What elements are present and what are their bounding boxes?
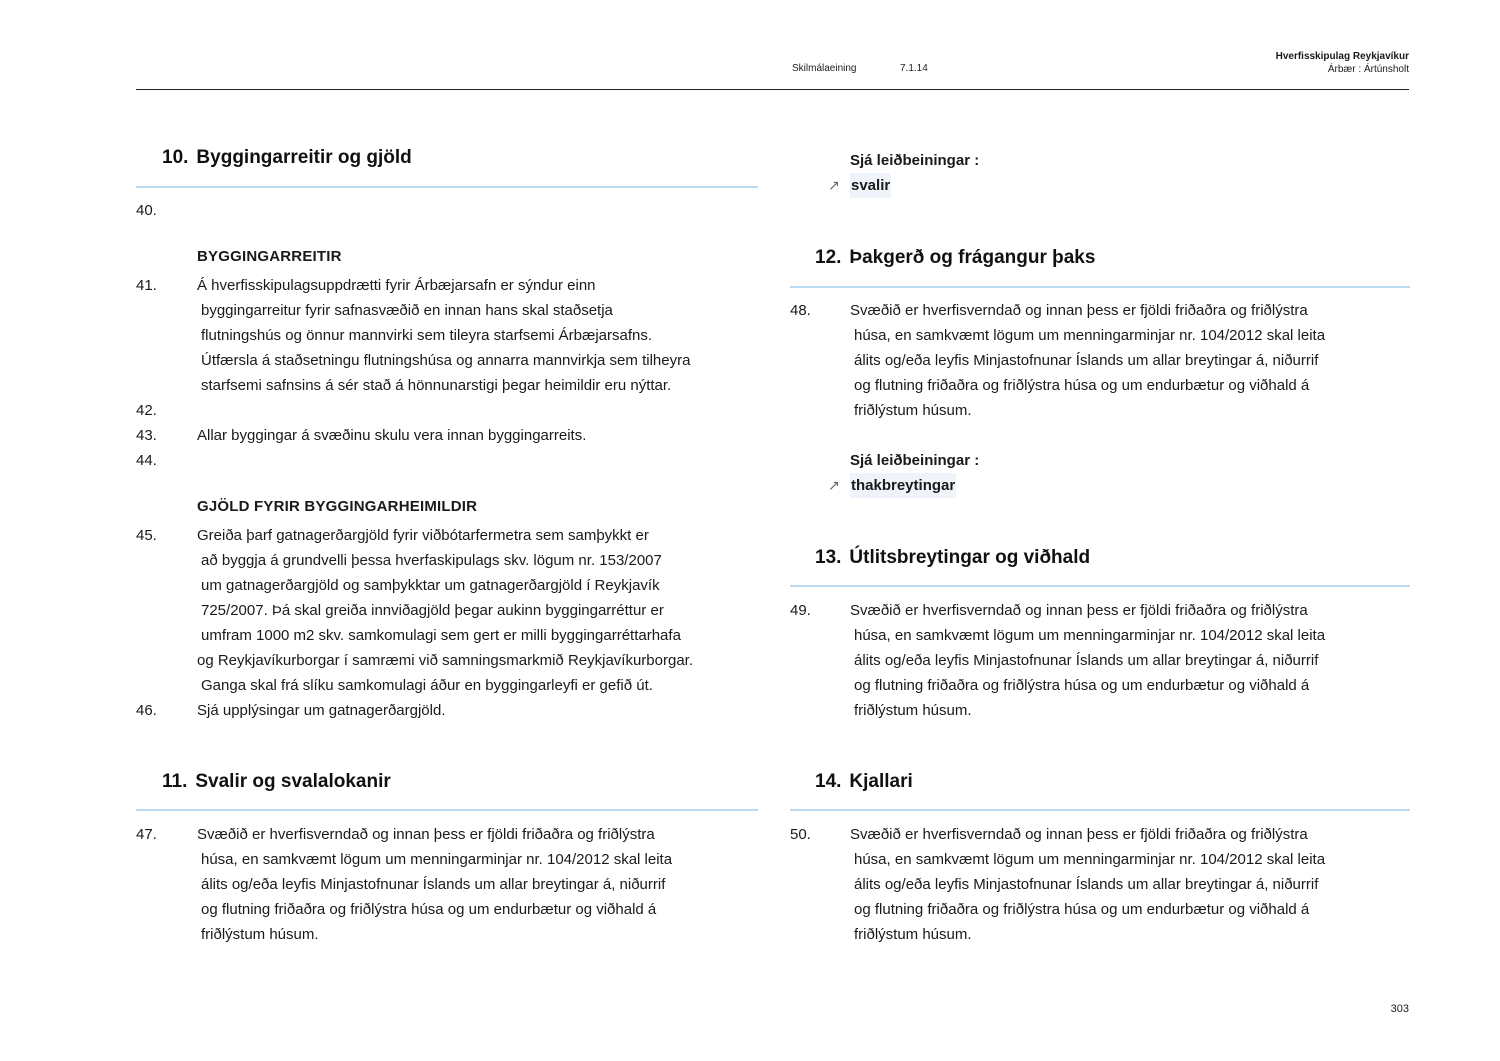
guidance-svalir xyxy=(828,148,980,198)
text-line: flutningshús og önnur mannvirki sem tileyra starfsemi Árbæjarsafns. xyxy=(201,327,653,344)
header-plan-info xyxy=(1276,50,1409,76)
section-title: Þakgerð og frágangur þaks xyxy=(849,247,1096,268)
paragraph-text xyxy=(197,273,690,398)
section-10-heading xyxy=(162,147,412,169)
header-section-code: 7.1.14 xyxy=(900,63,928,74)
section-title: Byggingarreitir og gjöld xyxy=(196,147,412,168)
header-divider xyxy=(136,89,1409,90)
paragraph-text xyxy=(850,822,1325,947)
paragraph-text xyxy=(197,523,693,698)
paragraph-number: 47. xyxy=(136,826,157,843)
guidance-label: Sjá leiðbeiningar : xyxy=(850,152,980,169)
text-line: starfsemi safnsins á sér stað á hönnunarstigi þegar heimildir eru nýttar. xyxy=(201,377,672,394)
text-line: Sjá upplýsingar um gatnagerðargjöld. xyxy=(197,702,446,719)
text-line: 725/2007. Þá skal greiða innviðagjöld þegar aukinn byggingarréttur er xyxy=(201,602,664,619)
text-line: Svæðið er hverfisverndað og innan þess er fjöldi friðaðra og friðlýstra xyxy=(850,602,1308,619)
header-plan-area: Árbær : Ártúnsholt xyxy=(1327,64,1409,75)
section-title: Svalir og svalalokanir xyxy=(195,771,391,792)
text-line: húsa, en samkvæmt lögum um menningarminjar nr. 104/2012 skal leita xyxy=(854,327,1326,344)
subheading-gjold: GJÖLD FYRIR BYGGINGARHEIMILDIR xyxy=(197,498,478,515)
section-14-heading xyxy=(815,771,913,793)
text-line: um gatnagerðargjöld og samþykktar um gatnagerðargjöld í Reykjavík xyxy=(201,577,660,594)
section-number: 12. xyxy=(815,247,842,268)
paragraph-number: 41. xyxy=(136,277,157,294)
external-link-icon: ↗ xyxy=(828,177,840,193)
text-line: friðlýstum húsum. xyxy=(854,402,972,419)
paragraph-number: 50. xyxy=(790,826,811,843)
section-title: Útlitsbreytingar og viðhald xyxy=(849,547,1091,568)
paragraph-text xyxy=(197,822,672,947)
text-line: friðlýstum húsum. xyxy=(201,926,319,943)
section-number: 14. xyxy=(815,771,842,792)
text-line: Allar byggingar á svæðinu skulu vera innan byggingarreits. xyxy=(197,427,587,444)
text-line: húsa, en samkvæmt lögum um menningarminjar nr. 104/2012 skal leita xyxy=(201,851,673,868)
text-line: og flutning friðaðra og friðlýstra húsa og um endurbætur og viðhald á xyxy=(201,901,657,918)
text-line: og flutning friðaðra og friðlýstra húsa og um endurbætur og viðhald á xyxy=(854,901,1310,918)
text-line: að byggja á grundvelli þessa hverfaskipulags skv. lögum nr. 153/2007 xyxy=(201,552,662,569)
text-line: álits og/eða leyfis Minjastofnunar Íslands um allar breytingar á, niðurrif xyxy=(201,876,666,893)
paragraph-number: 40. xyxy=(136,202,157,219)
section-divider xyxy=(790,585,1410,587)
guidance-link-thakbreytingar[interactable]: thakbreytingar xyxy=(850,473,956,498)
text-line: umfram 1000 m2 skv. samkomulagi sem gert er milli byggingarréttarhafa xyxy=(201,627,681,644)
text-line: álits og/eða leyfis Minjastofnunar Íslands um allar breytingar á, niðurrif xyxy=(854,876,1319,893)
header-plan-title: Hverfisskipulag Reykjavíkur xyxy=(1275,51,1409,62)
guidance-thakbreytingar xyxy=(828,448,980,498)
text-line: og flutning friðaðra og friðlýstra húsa og um endurbætur og viðhald á xyxy=(854,677,1310,694)
text-line: álits og/eða leyfis Minjastofnunar Íslands um allar breytingar á, niðurrif xyxy=(854,652,1319,669)
section-11-heading xyxy=(162,771,391,793)
paragraph-number: 42. xyxy=(136,402,157,419)
text-line: húsa, en samkvæmt lögum um menningarminjar nr. 104/2012 skal leita xyxy=(854,627,1326,644)
text-line: Greiða þarf gatnagerðargjöld fyrir viðbótarfermetra sem samþykkt er xyxy=(197,527,649,544)
page-number: 303 xyxy=(1390,1003,1409,1015)
text-line: Svæðið er hverfisverndað og innan þess er fjöldi friðaðra og friðlýstra xyxy=(197,826,655,843)
section-divider xyxy=(790,286,1410,288)
section-divider xyxy=(136,809,758,811)
paragraph-number: 49. xyxy=(790,602,811,619)
section-divider xyxy=(790,809,1410,811)
text-line: álits og/eða leyfis Minjastofnunar Íslands um allar breytingar á, niðurrif xyxy=(854,352,1319,369)
paragraph-number: 45. xyxy=(136,527,157,544)
text-line: og Reykjavíkurborgar í samræmi við samningsmarkmið Reykjavíkurborgar. xyxy=(197,652,693,669)
text-line: Svæðið er hverfisverndað og innan þess er fjöldi friðaðra og friðlýstra xyxy=(850,826,1308,843)
paragraph-text xyxy=(850,298,1325,423)
text-line: og flutning friðaðra og friðlýstra húsa og um endurbætur og viðhald á xyxy=(854,377,1310,394)
text-line: Ganga skal frá slíku samkomulagi áður en byggingarleyfi er gefið út. xyxy=(201,677,653,694)
section-number: 13. xyxy=(815,547,842,568)
section-title: Kjallari xyxy=(849,771,913,792)
guidance-link-svalir[interactable]: svalir xyxy=(850,173,891,198)
paragraph-number: 43. xyxy=(136,427,157,444)
text-line: friðlýstum húsum. xyxy=(854,702,972,719)
text-line: Útfærsla á staðsetningu flutningshúsa og annarra mannvirkja sem tilheyra xyxy=(201,352,691,369)
section-12-heading xyxy=(815,247,1095,269)
section-13-heading xyxy=(815,547,1090,569)
text-line: byggingarreitur fyrir safnasvæðið en innan hans skal staðsetja xyxy=(201,302,613,319)
text-line: friðlýstum húsum. xyxy=(854,926,972,943)
section-divider xyxy=(136,186,758,188)
text-line: Á hverfisskipulagsuppdrætti fyrir Árbæjarsafn er sýndur einn xyxy=(197,277,596,294)
paragraph-text xyxy=(850,598,1325,723)
paragraph-number: 46. xyxy=(136,702,157,719)
section-number: 10. xyxy=(162,147,189,168)
header-section-label: Skilmálaeining xyxy=(792,63,857,74)
paragraph-number: 44. xyxy=(136,452,157,469)
paragraph-number: 48. xyxy=(790,302,811,319)
text-line: húsa, en samkvæmt lögum um menningarminjar nr. 104/2012 skal leita xyxy=(854,851,1326,868)
text-line: Svæðið er hverfisverndað og innan þess er fjöldi friðaðra og friðlýstra xyxy=(850,302,1308,319)
guidance-label: Sjá leiðbeiningar : xyxy=(850,452,980,469)
subheading-byggingarreitir: BYGGINGARREITIR xyxy=(197,248,342,265)
section-number: 11. xyxy=(162,771,188,792)
external-link-icon: ↗ xyxy=(828,477,840,493)
